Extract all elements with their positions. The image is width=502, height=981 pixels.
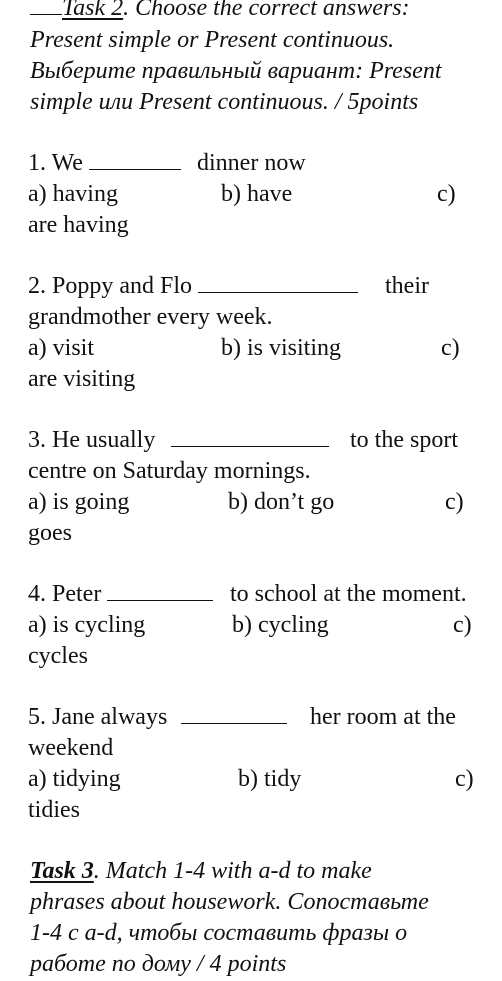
option-5c-text[interactable]: tidies [28, 797, 80, 823]
task3-instruction-1: . Match 1-4 with a-d to make [93, 858, 372, 884]
question-5-number: 5. Jane always [28, 704, 168, 730]
question-3-tail: to the sport [350, 427, 458, 453]
option-2c-text[interactable]: are visiting [28, 366, 136, 392]
option-1b[interactable]: b) have [221, 181, 293, 207]
heading-underline-lead [30, 0, 62, 15]
option-5a[interactable]: a) tidying [28, 766, 121, 792]
option-4c-text[interactable]: cycles [28, 643, 88, 669]
answer-blank-5[interactable] [181, 703, 287, 724]
question-4-stem [28, 579, 213, 610]
question-1-number: 1. We [28, 150, 83, 176]
answer-blank-2[interactable] [198, 272, 358, 293]
question-3-stem [28, 425, 329, 456]
task2-instruction-3: Выберите правильный вариант: Present [30, 58, 442, 84]
option-4a[interactable]: a) is cycling [28, 612, 146, 638]
option-3c-text[interactable]: goes [28, 520, 72, 546]
question-1-stem [28, 148, 181, 179]
question-1-tail: dinner now [197, 150, 306, 176]
question-3-continuation: centre on Saturday mornings. [28, 458, 311, 484]
option-4b[interactable]: b) cycling [232, 612, 329, 638]
option-5b[interactable]: b) tidy [238, 766, 302, 792]
option-1c-text[interactable]: are having [28, 212, 129, 238]
option-2a[interactable]: a) visit [28, 335, 94, 361]
option-3c-label[interactable]: c) [445, 489, 464, 515]
answer-blank-1[interactable] [89, 149, 181, 170]
task3-title: Task 3 [30, 858, 94, 884]
task2-instruction-4: simple или Present continuous. / 5points [30, 89, 419, 115]
task2-instruction-2: Present simple or Present continuous. [30, 27, 395, 53]
task2-title: Task 2 [62, 0, 124, 21]
task3-heading-line [30, 856, 372, 887]
option-4c-label[interactable]: c) [453, 612, 472, 638]
task3-instruction-3: 1-4 с a-d, чтобы составить фразы о [30, 920, 408, 946]
question-4-tail: to school at the moment. [230, 581, 467, 607]
option-2c-label[interactable]: c) [441, 335, 460, 361]
question-5-tail: her room at the [310, 704, 456, 730]
question-2-stem [28, 271, 358, 302]
task2-heading-line [30, 0, 410, 24]
option-5c-label[interactable]: c) [455, 766, 474, 792]
question-5-continuation: weekend [28, 735, 114, 761]
option-3b[interactable]: b) don’t go [228, 489, 335, 515]
task3-instruction-4: работе по дому / 4 points [30, 951, 287, 977]
question-2-continuation: grandmother every week. [28, 304, 273, 330]
option-2b[interactable]: b) is visiting [221, 335, 342, 361]
task2-instruction-1: . Choose the correct answers: [123, 0, 410, 21]
answer-blank-3[interactable] [171, 426, 329, 447]
option-1c-label[interactable]: c) [437, 181, 456, 207]
question-2-tail: their [385, 273, 429, 299]
question-2-number: 2. Poppy and Flo [28, 273, 193, 299]
question-5-stem [28, 702, 287, 733]
option-1a[interactable]: a) having [28, 181, 118, 207]
question-3-number: 3. He usually [28, 427, 156, 453]
answer-blank-4[interactable] [107, 580, 213, 601]
task3-instruction-2: phrases about housework. Сопоставьте [30, 889, 429, 915]
option-3a[interactable]: a) is going [28, 489, 130, 515]
question-4-number: 4. Peter [28, 581, 102, 607]
